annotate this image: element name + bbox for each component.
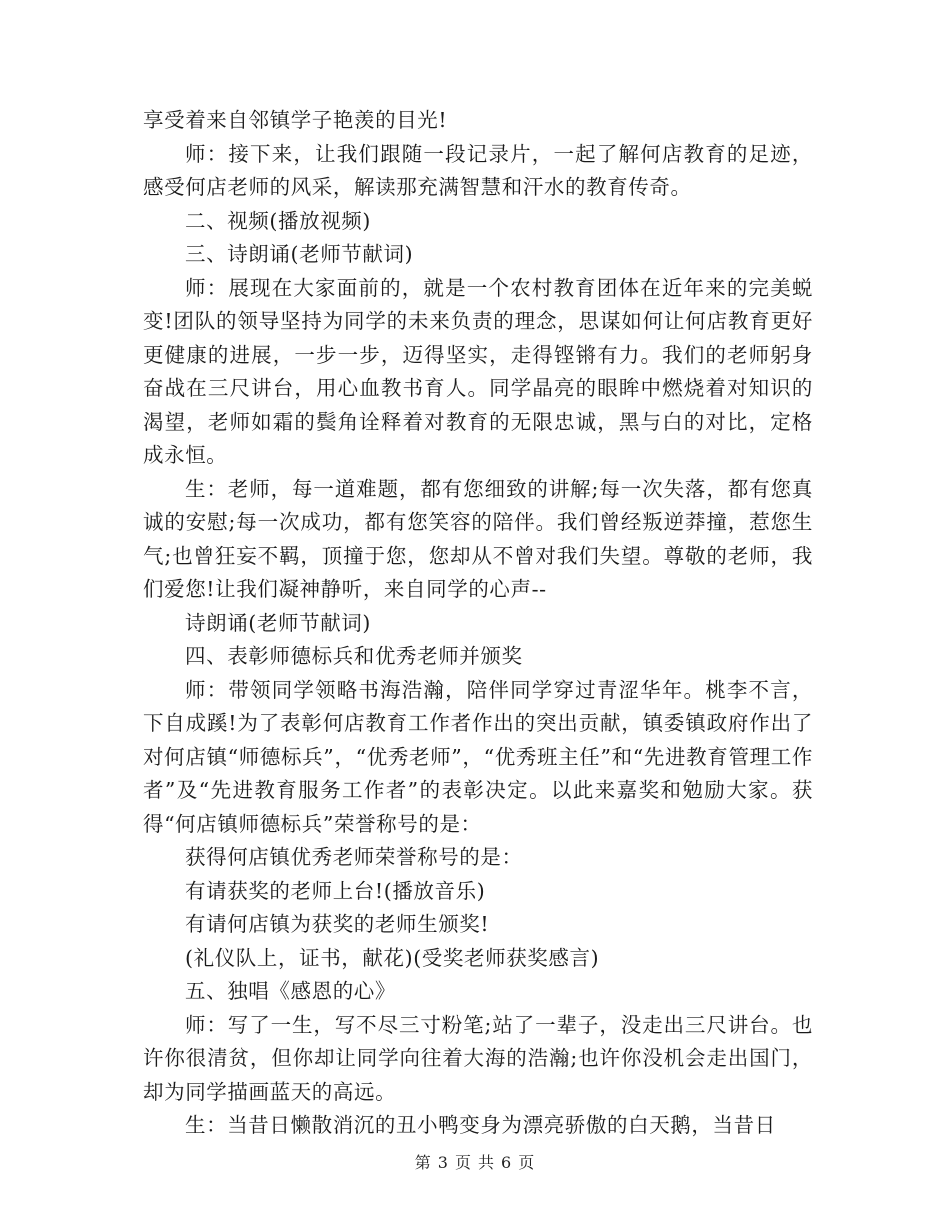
page-footer <box>0 1150 950 1173</box>
paragraph-10: 获得何店镇优秀老师荣誉称号的是： <box>185 845 523 869</box>
paragraph-8: 四、表彰师德标兵和优秀老师并颁奖 <box>185 644 523 668</box>
paragraph-12: 有请何店镇为获奖的老师生颁奖! <box>185 912 490 936</box>
paragraph-14: 五、独唱《感恩的心》 <box>185 979 396 1003</box>
paragraph-5: 师：展现在大家面前的，就是一个农村教育团体在近年来的完美蜕变!团队的领导坚持为同学的未来负责的理念，思谋如何让何店教育更好更健康的进展，一步一步，迈得坚实，走得铿锵有力。我们的老师躬身奋战在三尺讲台，用心血教书育人。同学晶亮的眼眸中燃烧着对知识的渴望，老师如霜的鬓角诠释着对教育的无限忠诚，黑与白的对比，定格成永恒。 <box>143 275 813 467</box>
footer-total-pages: 6 <box>501 1153 513 1172</box>
paragraph-4: 三、诗朗诵(老师节献词) <box>185 242 414 266</box>
footer-suffix: 页 <box>518 1153 536 1172</box>
paragraph-9: 师：带领同学领略书海浩瀚，陪伴同学穿过青涩华年。桃李不言，下自成蹊!为了表彰何店教育工作者作出的突出贡献，镇委镇政府作出了对何店镇“师德标兵”，“优秀老师”，“优秀班主任”和“先进教育管理工作者”及“先进教育服务工作者”的表彰决定。以此来嘉奖和勉励大家。获得“何店镇师德标兵”荣誉称号的是： <box>143 677 813 836</box>
paragraph-1: 享受着来自邻镇学子艳羡的目光! <box>143 108 448 132</box>
paragraph-11: 有请获奖的老师上台!(播放音乐) <box>185 878 486 903</box>
document-body <box>143 104 813 1143</box>
footer-page-number: 3 <box>437 1153 449 1172</box>
paragraph-2: 师：接下来，让我们跟随一段记录片，一起了解何店教育的足迹，感受何店老师的风采，解读那充满智慧和汗水的教育传奇。 <box>143 141 813 199</box>
footer-middle: 页 共 <box>454 1153 496 1172</box>
paragraph-3: 二、视频(播放视频) <box>185 208 371 233</box>
paragraph-16: 生：当昔日懒散消沉的丑小鸭变身为漂亮骄傲的白天鹅，当昔日 <box>185 1113 776 1137</box>
footer-prefix: 第 <box>414 1153 432 1172</box>
paragraph-6: 生：老师，每一道难题，都有您细致的讲解;每一次失落，都有您真诚的安慰;每一次成功，都有您笑容的陪伴。我们曾经叛逆莽撞，惹您生气;也曾狂妄不羁，顶撞于您，您却从不曾对我们失望。尊敬的老师，我们爱您!让我们凝神静听，来自同学的心声-- <box>143 476 813 601</box>
paragraph-15: 师：写了一生，写不尽三寸粉笔;站了一辈子，没走出三尺讲台。也许你很清贫，但你却让同学向往着大海的浩瀚;也许你没机会走出国门，却为同学描画蓝天的高远。 <box>143 1012 813 1104</box>
paragraph-13: (礼仪队上，证书，献花)(受奖老师获奖感言) <box>185 945 600 970</box>
paragraph-7: 诗朗诵(老师节献词) <box>185 610 371 635</box>
